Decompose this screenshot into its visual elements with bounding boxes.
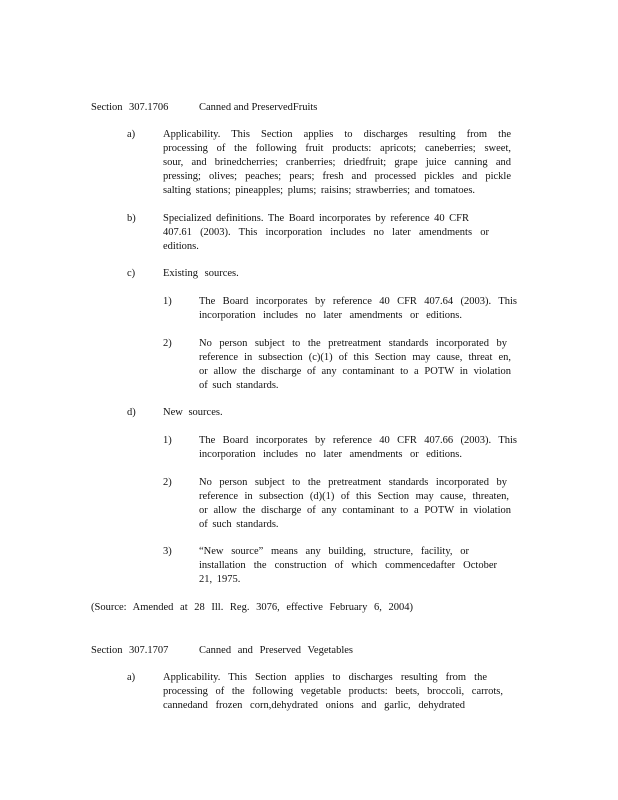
section-title: Canned and PreservedFruits xyxy=(199,102,318,113)
item-marker: 3) xyxy=(163,546,172,557)
paragraph-line: sour, and brinedcherries; cranberries; driedfruit; grape juice canning and xyxy=(163,157,511,168)
paragraph-line: The Board incorporates by reference 40 CFR 407.64 (2003). This xyxy=(199,296,517,307)
paragraph-line: The Board incorporates by reference 40 CFR 407.66 (2003). This xyxy=(199,435,517,446)
section-label: Section xyxy=(91,102,123,113)
subsection-heading: New sources. xyxy=(163,407,223,418)
section-number: 307.1706 xyxy=(129,102,169,113)
paragraph-line: cannedand frozen corn,dehydrated onions and garlic, dehydrated xyxy=(163,700,465,711)
paragraph-line: editions. xyxy=(163,241,199,252)
subsection-marker-b: b) xyxy=(127,213,136,224)
subsection-marker-c: c) xyxy=(127,268,136,279)
item-marker: 2) xyxy=(163,477,172,488)
paragraph-line: 407.61 (2003). This incorporation includes no later amendments or xyxy=(163,227,489,238)
source-note: (Source: Amended at 28 Ill. Reg. 3076, effective February 6, 2004) xyxy=(91,602,413,613)
paragraph-line: No person subject to the pretreatment standards incorporated by xyxy=(199,338,507,349)
paragraph-line: No person subject to the pretreatment standards incorporated by xyxy=(199,477,507,488)
paragraph-line: incorporation includes no later amendments or editions. xyxy=(199,449,462,460)
subsection-marker-d: d) xyxy=(127,407,136,418)
paragraph-line: Applicability. This Section applies to discharges resulting from the xyxy=(163,672,487,683)
section-number: 307.1707 xyxy=(129,645,169,656)
paragraph-line: processing of the following fruit products: apricots; caneberries; sweet, xyxy=(163,143,511,154)
item-marker: 2) xyxy=(163,338,172,349)
subsection-heading: Existing sources. xyxy=(163,268,239,279)
paragraph-line: pressing; olives; peaches; pears; fresh and processed pickles and pickle xyxy=(163,171,511,182)
paragraph-line: “New source” means any building, structure, facility, or xyxy=(199,546,469,557)
paragraph-line: of such standards. xyxy=(199,380,279,391)
subsection-marker-a: a) xyxy=(127,672,136,683)
paragraph-line: 21, 1975. xyxy=(199,574,241,585)
item-marker: 1) xyxy=(163,296,172,307)
paragraph-line: or allow the discharge of any contaminant to a POTW in violation xyxy=(199,366,511,377)
paragraph-line: of such standards. xyxy=(199,519,279,530)
paragraph-line: Specialized definitions. The Board incorporates by reference 40 CFR xyxy=(163,213,469,224)
paragraph-line: reference in subsection (c)(1) of this Section may cause, threat en, xyxy=(199,352,511,363)
paragraph-line: Applicability. This Section applies to discharges resulting from the xyxy=(163,129,511,140)
paragraph-line: installation the construction of which commencedafter October xyxy=(199,560,497,571)
paragraph-line: or allow the discharge of any contaminant to a POTW in violation xyxy=(199,505,511,516)
section-label: Section xyxy=(91,645,123,656)
paragraph-line: reference in subsection (d)(1) of this Section may cause, threaten, xyxy=(199,491,509,502)
section-title: Canned and Preserved Vegetables xyxy=(199,645,353,656)
paragraph-line: incorporation includes no later amendments or editions. xyxy=(199,310,462,321)
item-marker: 1) xyxy=(163,435,172,446)
subsection-marker-a: a) xyxy=(127,129,136,140)
paragraph-line: processing of the following vegetable products: beets, broccoli, carrots, xyxy=(163,686,503,697)
paragraph-line: salting stations; pineapples; plums; raisins; strawberries; and tomatoes. xyxy=(163,185,476,196)
